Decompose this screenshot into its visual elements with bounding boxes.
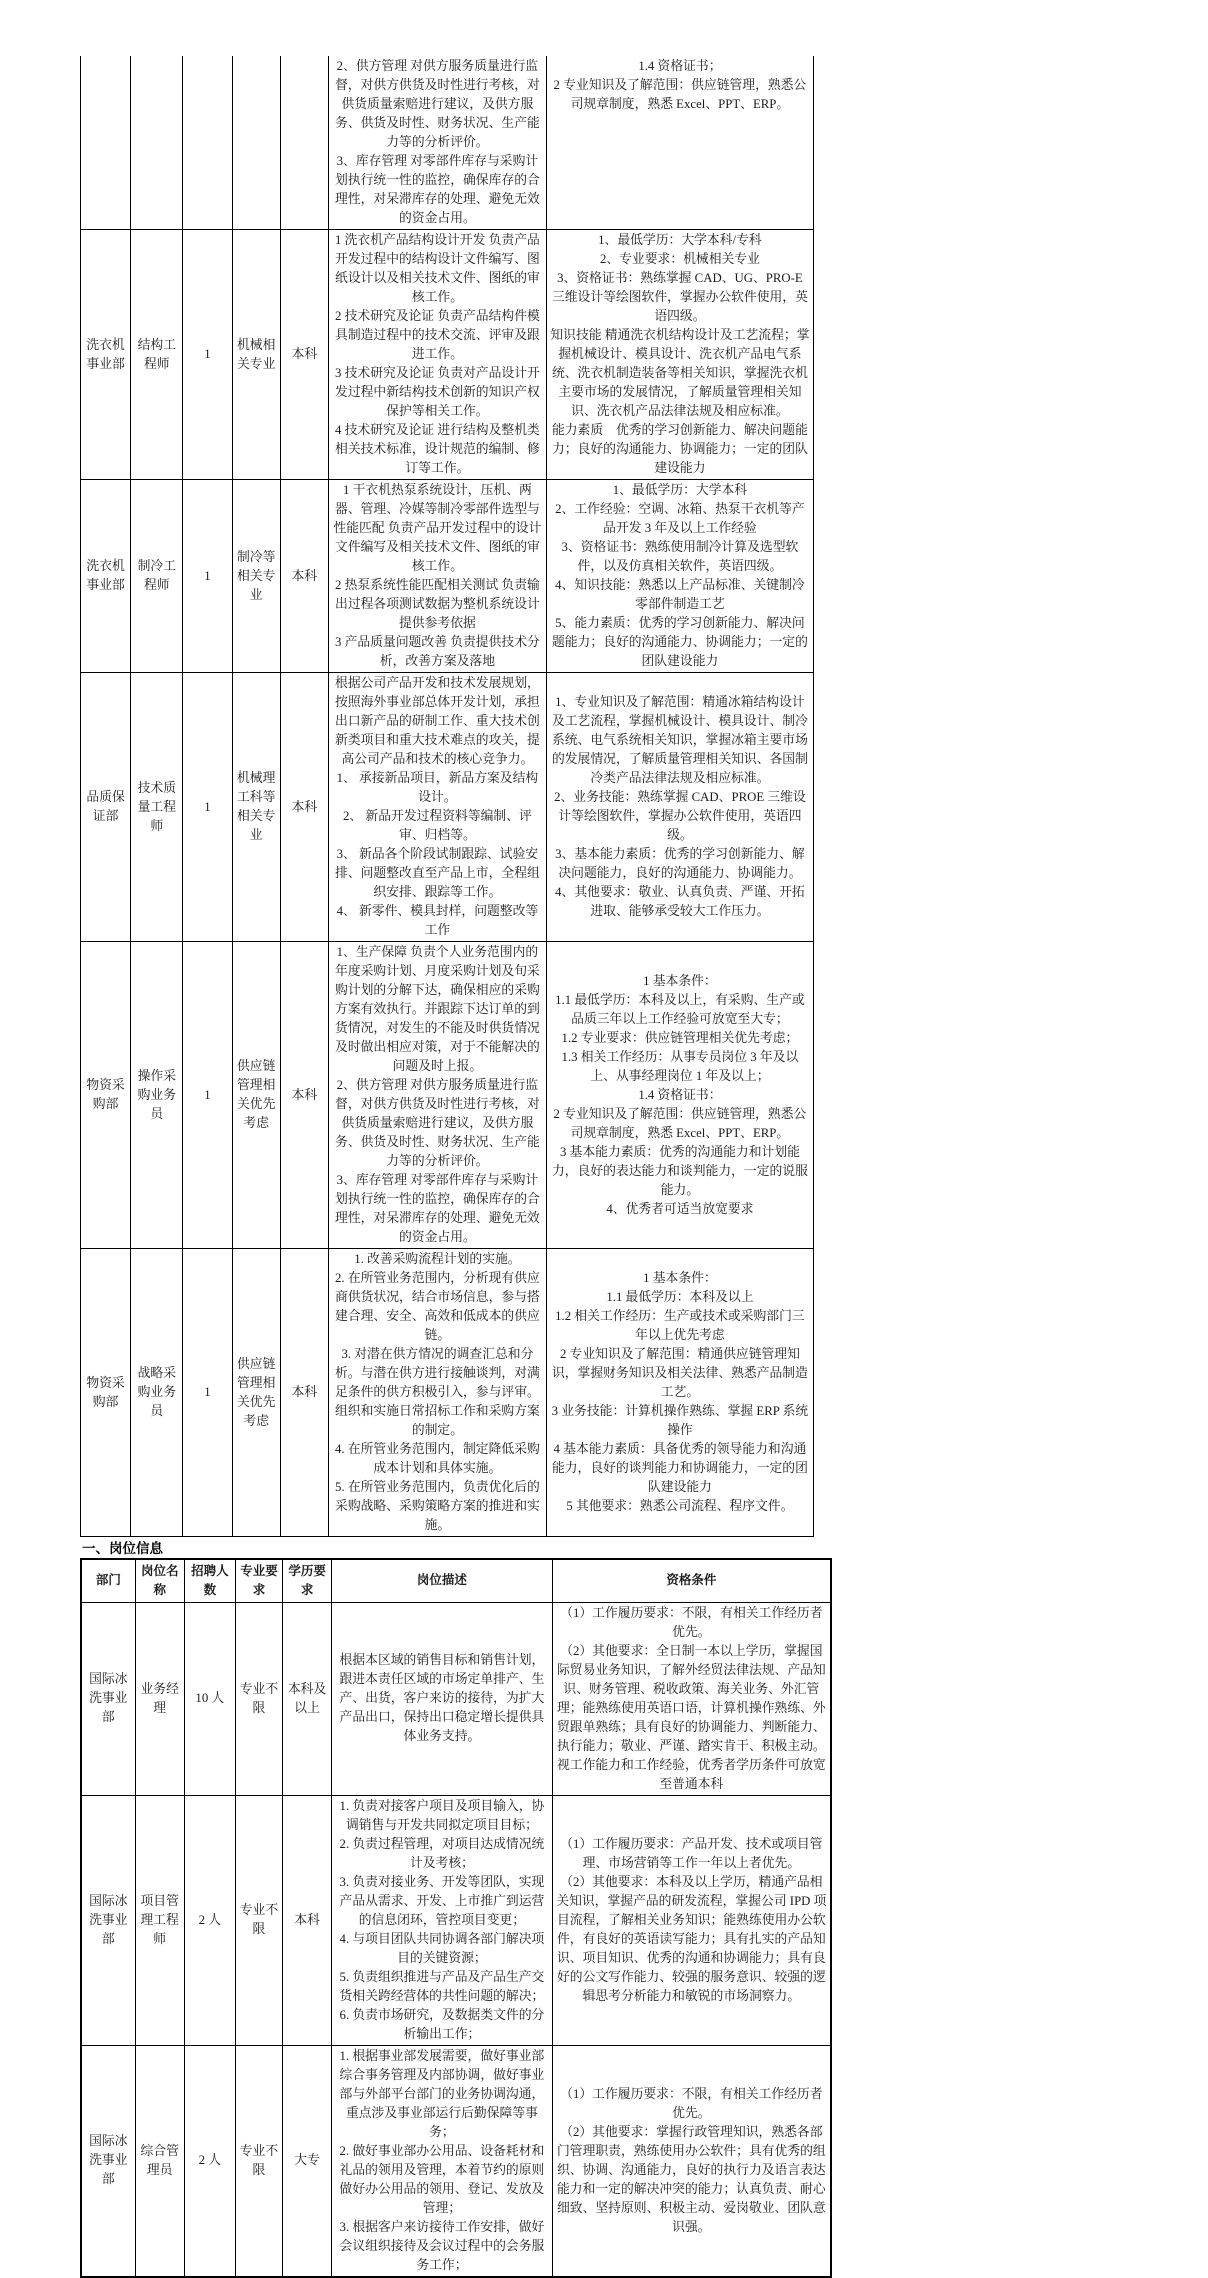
description-item: 3 产品质量问题改善 负责提供技术分析，改善方案及落地 [335, 635, 540, 668]
qualification-item: 1.1 最低学历：本科及以上，有采购、生产或品质三年以上工作经验可放宽至大专； [555, 992, 805, 1026]
description-item: 3、库存管理 对零部件库存与采购计划执行统一性的监控，确保库存的合理性，对呆滞库存的处理、避免无效的资金占用。 [335, 154, 540, 225]
department-cell [81, 56, 131, 230]
qualification-cell [546, 673, 813, 942]
header-qualification: 资格条件 [552, 1559, 831, 1602]
job-row [81, 942, 814, 1249]
description-item: 1、生产保障 负责个人业务范围内的年度采购计划、月度采购计划及旬采购计划的分解下达，确保相应的采购方案有效执行。并跟踪下达订单的到货情况，对发生的不能及时供货情况及时做出相应对策，对于不能解决的问题及时上报。 [335, 945, 540, 1073]
headcount-cell: 1 [183, 480, 232, 673]
headcount-cell: 2 人 [184, 2045, 235, 2277]
major-cell: 机械理工科等相关专业 [232, 673, 280, 942]
headcount-cell: 10 人 [184, 1602, 235, 1795]
qualification-item: 1 基本条件： [643, 973, 717, 988]
department-cell: 洗衣机事业部 [81, 480, 131, 673]
degree-cell [280, 56, 328, 230]
headcount-cell: 1 [183, 1249, 232, 1537]
description-item: 1. 根据事业部发展需要，做好事业部综合事务管理及内部协调，做好事业部与外部平台部门的业务协调沟通，重点涉及事业部运行后勤保障等事务； [339, 2048, 545, 2139]
position-cell: 技术质量工程师 [131, 673, 183, 942]
description-item: 1 洗衣机产品结构设计开发 负责产品开发过程中的结构设计文件编写、图纸设计以及相关技术文件、图纸的审核工作。 [335, 233, 540, 304]
job-row [81, 2045, 831, 2277]
description-item: 4 技术研究及论证 进行结构及整机类相关技术标准，设计规范的编制、修订等工作。 [335, 423, 540, 475]
table-header-row [81, 1559, 831, 1602]
major-cell: 专业不限 [235, 1602, 282, 1795]
position-cell [131, 56, 183, 230]
job-row [81, 480, 814, 673]
description-item: 3、 新品各个阶段试制跟踪、试验安排、问题整改直至产品上市，全程组织安排、跟踪等工作。 [335, 847, 540, 899]
description-item: 3. 根据客户来访接待工作安排，做好会议组织接待及会议过程中的会务服务工作； [339, 2219, 545, 2272]
qualification-item: （1）工作履历要求：不限，有相关工作经历者优先。 [560, 2086, 823, 2120]
description-cell [328, 1249, 546, 1537]
job-row [81, 1795, 831, 2045]
qualification-cell [546, 942, 813, 1249]
qualification-item: 1.2 相关工作经历：生产或技术或采购部门三年以上优先考虑 [555, 1309, 805, 1342]
qualification-item: 1.3 相关工作经历：从事专员岗位 3 年及以上、从事经理岗位 1 年及以上； [561, 1049, 799, 1083]
description-item: 3 技术研究及论证 负责对产品设计开发过程中新结构技术创新的知识产权保护等相关工作。 [335, 366, 540, 418]
qualification-item: 2、工作经验：空调、冰箱、热泵干衣机等产品开发 3 年及以上工作经验 [555, 502, 805, 535]
degree-cell: 大专 [283, 2045, 332, 2277]
qualification-item: 3 业务技能：计算机操作熟练、掌握 ERP 系统操作 [551, 1404, 809, 1437]
position-cell: 结构工程师 [131, 230, 183, 480]
degree-cell: 本科 [280, 942, 328, 1249]
header-headcount: 招聘人数 [184, 1559, 235, 1602]
qualification-cell [546, 230, 813, 480]
description-item: 2、供方管理 对供方服务质量进行监督，对供方供货及时性进行考核，对供货质量索赔进行建议，及供方服务、供货及时性、财务状况、生产能力等的分析评价。 [335, 59, 540, 149]
department-cell: 国际冰洗事业部 [81, 2045, 135, 2277]
lower-job-table [80, 1558, 832, 2278]
qualification-item: 4、知识技能：熟悉以上产品标准、关键制冷零部件制造工艺 [555, 578, 805, 611]
major-cell: 专业不限 [235, 2045, 282, 2277]
position-cell: 业务经理 [135, 1602, 184, 1795]
qualification-item: （1）工作履历要求：不限，有相关工作经历者优先。 [560, 1605, 823, 1639]
headcount-cell: 1 [183, 942, 232, 1249]
qualification-item: 2 专业知识及了解范围：供应链管理，熟悉公司规章制度，熟悉 Excel、PPT、ERP。 [553, 1106, 807, 1140]
degree-cell: 本科 [280, 230, 328, 480]
department-cell: 国际冰洗事业部 [81, 1795, 135, 2045]
department-cell: 物资采购部 [81, 1249, 131, 1537]
description-cell [328, 480, 546, 673]
qualification-cell [552, 2045, 831, 2277]
qualification-cell [546, 1249, 813, 1537]
description-item: 2 技术研究及论证 负责产品结构件模具制造过程中的技术交流、评审及跟进工作。 [335, 309, 540, 361]
degree-cell: 本科及以上 [283, 1602, 332, 1795]
qualification-cell [552, 1795, 831, 2045]
qualification-item: 2、专业要求：机械相关专业 [599, 252, 760, 266]
qualification-item: 3 基本能力素质：优秀的沟通能力和计划能力，良好的表达能力和谈判能力，一定的说服能力。 [551, 1144, 808, 1197]
qualification-cell [546, 480, 813, 673]
qualification-item: 1 基本条件： [643, 1271, 717, 1285]
description-item: 1. 负责对接客户项目及项目输入，协调销售与开发共同拟定项目目标； [339, 1798, 545, 1832]
description-item: 2 热泵系统性能匹配相关测试 负责输出过程各项测试数据为整机系统设计提供参考依据 [335, 578, 540, 630]
job-row [81, 56, 814, 230]
department-cell: 国际冰洗事业部 [81, 1602, 135, 1795]
description-item: 4、 新零件、模具封样，问题整改等工作 [336, 904, 539, 937]
description-cell [332, 1602, 553, 1795]
qualification-item: 3、资格证书：熟练使用制冷计算及选型软件，以及仿真相关软件，英语四级。 [561, 540, 799, 573]
job-postings-sheet [80, 56, 1180, 2278]
position-cell: 综合管理员 [135, 2045, 184, 2277]
description-item: 5. 负责组织推进与产品及产品生产交货相关跨经营体的共性问题的解决； [339, 1969, 545, 2003]
qualification-item: （1）工作履历要求：产品开发、技术或项目管理、市场营销等工作一年以上者优先。 [560, 1836, 823, 1870]
description-item: 5. 在所管业务范围内，负责优化后的采购战略、采购策略方案的推进和实施。 [335, 1480, 540, 1532]
qualification-item: 3、基本能力素质：优秀的学习创新能力、解决问题能力，良好的沟通能力、协调能力。 [555, 847, 805, 880]
description-cell [328, 673, 546, 942]
qualification-item: 知识技能 精通洗衣机结构设计及工艺流程；掌握机械设计、模具设计、洗衣机产品电气系统、洗衣机制造装备等相关知识，掌握洗衣机主要市场的发展情况，了解质量管理相关知识、洗衣机产品法律法规及相应标准。 [550, 328, 810, 418]
qualification-item: （2）其他要求：本科及以上学历，精通产品相关知识，掌握产品的研发流程，掌握公司 IPD 项目流程，了解相关业务知识；能熟练使用办公软件，有良好的英语读写能力；具有扎实的产品知识、项目知识、优秀的沟通和协调能力；具有良好的公文写作能力、较强的服务意识、较强的逻辑思考分析能力和敏锐的市场洞察力。 [556, 1874, 827, 2003]
description-item: 2. 在所管业务范围内，分析现有供应商供货状况，结合市场信息，参与搭建合理、安全、高效和低成本的供应链。 [335, 1271, 540, 1342]
position-cell: 战略采购业务员 [131, 1249, 183, 1537]
headcount-cell: 2 人 [184, 1795, 235, 2045]
qualification-item: 3、资格证书：熟练掌握 CAD、UG、PRO-E 三维设计等绘图软件，掌握办公软件使用，英语四级。 [551, 271, 808, 323]
qualification-item: （2）其他要求：全日制一本以上学历，掌握国际贸易业务知识，了解外经贸法律法规、产品知识、财务管理、税收政策、海关业务、外汇管理；能熟练使用英语口语，计算机操作熟练、外贸跟单熟练；具有良好的协调能力、判断能力、执行能力；敬业、严谨、踏实肯干、积极主动。视工作能力和工作经验，优秀者学历条件可放宽至普通本科 [556, 1643, 826, 1791]
headcount-cell [183, 56, 232, 230]
major-cell: 专业不限 [235, 1795, 282, 2045]
description-item: 3. 对潜在供方情况的调查汇总和分析。与潜在供方进行接触谈判，对满足条件的供方积极引入，参与评审。组织和实施日常招标工作和采购方案的制定。 [335, 1347, 540, 1437]
qualification-item: （2）其他要求：掌握行政管理知识，熟悉各部门管理职责，熟练使用办公软件；具有优秀的组织、协调、沟通能力，良好的执行力及语言表达能力和一定的解决冲突的能力；认真负责、耐心细致、坚持原则、积极主动、爱岗敬业、团队意识强。 [556, 2124, 826, 2234]
department-cell: 洗衣机事业部 [81, 230, 131, 480]
description-item: 3、库存管理 对零部件库存与采购计划执行统一性的监控，确保库存的合理性，对呆滞库存的处理、避免无效的资金占用。 [335, 1173, 540, 1244]
qualification-item: 1.4 资格证书； [638, 59, 722, 73]
qualification-item: 2、业务技能：熟练掌握 CAD、PROE 三维设计等绘图软件，掌握办公软件使用，英语四级。 [554, 790, 806, 842]
description-cell [328, 230, 546, 480]
job-row [81, 1602, 831, 1795]
qualification-item: 4、其他要求：敬业、认真负责、严谨、开拓进取、能够承受较大工作压力。 [555, 885, 805, 918]
position-cell: 制冷工程师 [131, 480, 183, 673]
upper-job-table [80, 56, 814, 1537]
qualification-item: 能力素质 优秀的学习创新能力、解决问题能力；良好的沟通能力、协调能力；一定的团队建设能力 [551, 423, 808, 475]
section-title: 一、岗位信息 [82, 1541, 163, 1556]
major-cell [232, 56, 280, 230]
headcount-cell: 1 [183, 230, 232, 480]
qualification-item: 1.4 资格证书： [638, 1087, 722, 1102]
qualification-item: 2 专业知识及了解范围：供应链管理，熟悉公司规章制度，熟悉 Excel、PPT、ERP。 [553, 78, 807, 111]
qualification-item: 1.1 最低学历：本科及以上 [606, 1290, 754, 1304]
header-degree: 学历要求 [283, 1559, 332, 1602]
job-row [81, 673, 814, 942]
degree-cell: 本科 [283, 1795, 332, 2045]
position-cell: 项目管理工程师 [135, 1795, 184, 2045]
qualification-item: 2 专业知识及了解范围：精通供应链管理知识，掌握财务知识及相关法律、熟悉产品制造工艺。 [551, 1347, 808, 1399]
qualification-item: 5 其他要求：熟悉公司流程、程序文件。 [566, 1499, 794, 1513]
description-cell [332, 2045, 553, 2277]
major-cell: 机械相关专业 [232, 230, 280, 480]
qualification-item: 4、优秀者可适当放宽要求 [606, 1201, 754, 1216]
description-item: 根据公司产品开发和技术发展规划，按照海外事业部总体开发计划，承担出口新产品的研制工作、重大技术创新类项目和重大技术难点的攻关，提高公司产品和技术的核心竞争力。1、 承接新品项目，新品方案及结构设计。 [335, 676, 540, 804]
qualification-cell [546, 56, 813, 230]
description-item: 4. 与项目团队共同协调各部门解决项目的关键资源； [339, 1931, 545, 1965]
header-position: 岗位名称 [135, 1559, 184, 1602]
department-cell: 品质保证部 [81, 673, 131, 942]
major-cell: 供应链管理相关优先考虑 [232, 942, 280, 1249]
description-cell [328, 56, 546, 230]
job-row [81, 1249, 814, 1537]
description-item: 2. 负责过程管理，对项目达成情况统计及考核； [339, 1836, 545, 1870]
description-cell [332, 1795, 553, 2045]
header-department: 部门 [81, 1559, 135, 1602]
qualification-item: 5、能力素质：优秀的学习创新能力、解决问题能力；良好的沟通能力、协调能力；一定的团队建设能力 [551, 616, 808, 668]
job-row [81, 230, 814, 480]
description-item: 2. 做好事业部办公用品、设备耗材和礼品的领用及管理，本着节约的原则做好办公用品的领用、登记、发放及管理； [339, 2143, 545, 2215]
description-item: 1. 改善采购流程计划的实施。 [354, 1252, 521, 1266]
header-description: 岗位描述 [332, 1559, 553, 1602]
qualification-item: 4 基本能力素质：具备优秀的领导能力和沟通能力，良好的谈判能力和协调能力，一定的团队建设能力 [551, 1442, 808, 1494]
description-item: 根据本区域的销售目标和销售计划，跟进本责任区域的市场定单排产、生产、出货，客户来访的接待，为扩大产品出口，保持出口稳定增长提供具体业务支持。 [339, 1653, 545, 1743]
major-cell: 制冷等相关专业 [232, 480, 280, 673]
degree-cell: 本科 [280, 480, 328, 673]
qualification-item: 1.2 专业要求：供应链管理相关优先考虑； [561, 1030, 799, 1045]
header-major: 专业要求 [235, 1559, 282, 1602]
description-cell [328, 942, 546, 1249]
description-item: 3. 负责对接业务、开发等团队，实现产品从需求、开发、上市推广到运营的信息闭环，管控项目变更； [339, 1874, 545, 1927]
qualification-item: 1、最低学历：大学本科 [612, 483, 748, 497]
description-item: 6. 负责市场研究，及数据类文件的分析输出工作； [339, 2007, 545, 2041]
qualification-item: 1、最低学历：大学本科/专科 [598, 233, 762, 247]
description-item: 2、 新品开发过程资料等编制、评审、归档等。 [343, 809, 532, 842]
degree-cell: 本科 [280, 673, 328, 942]
headcount-cell: 1 [183, 673, 232, 942]
qualification-cell [552, 1602, 831, 1795]
description-item: 2、供方管理 对供方服务质量进行监督，对供方供货及时性进行考核，对供货质量索赔进行建议，及供方服务、供货及时性、财务状况、生产能力等的分析评价。 [335, 1078, 540, 1168]
qualification-item: 1、专业知识及了解范围：精通冰箱结构设计及工艺流程，掌握机械设计、模具设计、制冷系统、电气系统相关知识，掌握冰箱主要市场的发展情况，了解质量管理相关知识、各国制冷类产品法律法规及相应标准。 [551, 695, 808, 785]
description-item: 4. 在所管业务范围内，制定降低采购成本计划和具体实施。 [335, 1442, 540, 1475]
degree-cell: 本科 [280, 1249, 328, 1537]
position-cell: 操作采购业务员 [131, 942, 183, 1249]
major-cell: 供应链管理相关优先考虑 [232, 1249, 280, 1537]
department-cell: 物资采购部 [81, 942, 131, 1249]
description-item: 1 干衣机热泵系统设计，压机、两器、管理、冷媒等制冷零部件选型与性能匹配 负责产品开发过程中的设计文件编写及相关技术文件、图纸的审核工作。 [333, 483, 542, 573]
